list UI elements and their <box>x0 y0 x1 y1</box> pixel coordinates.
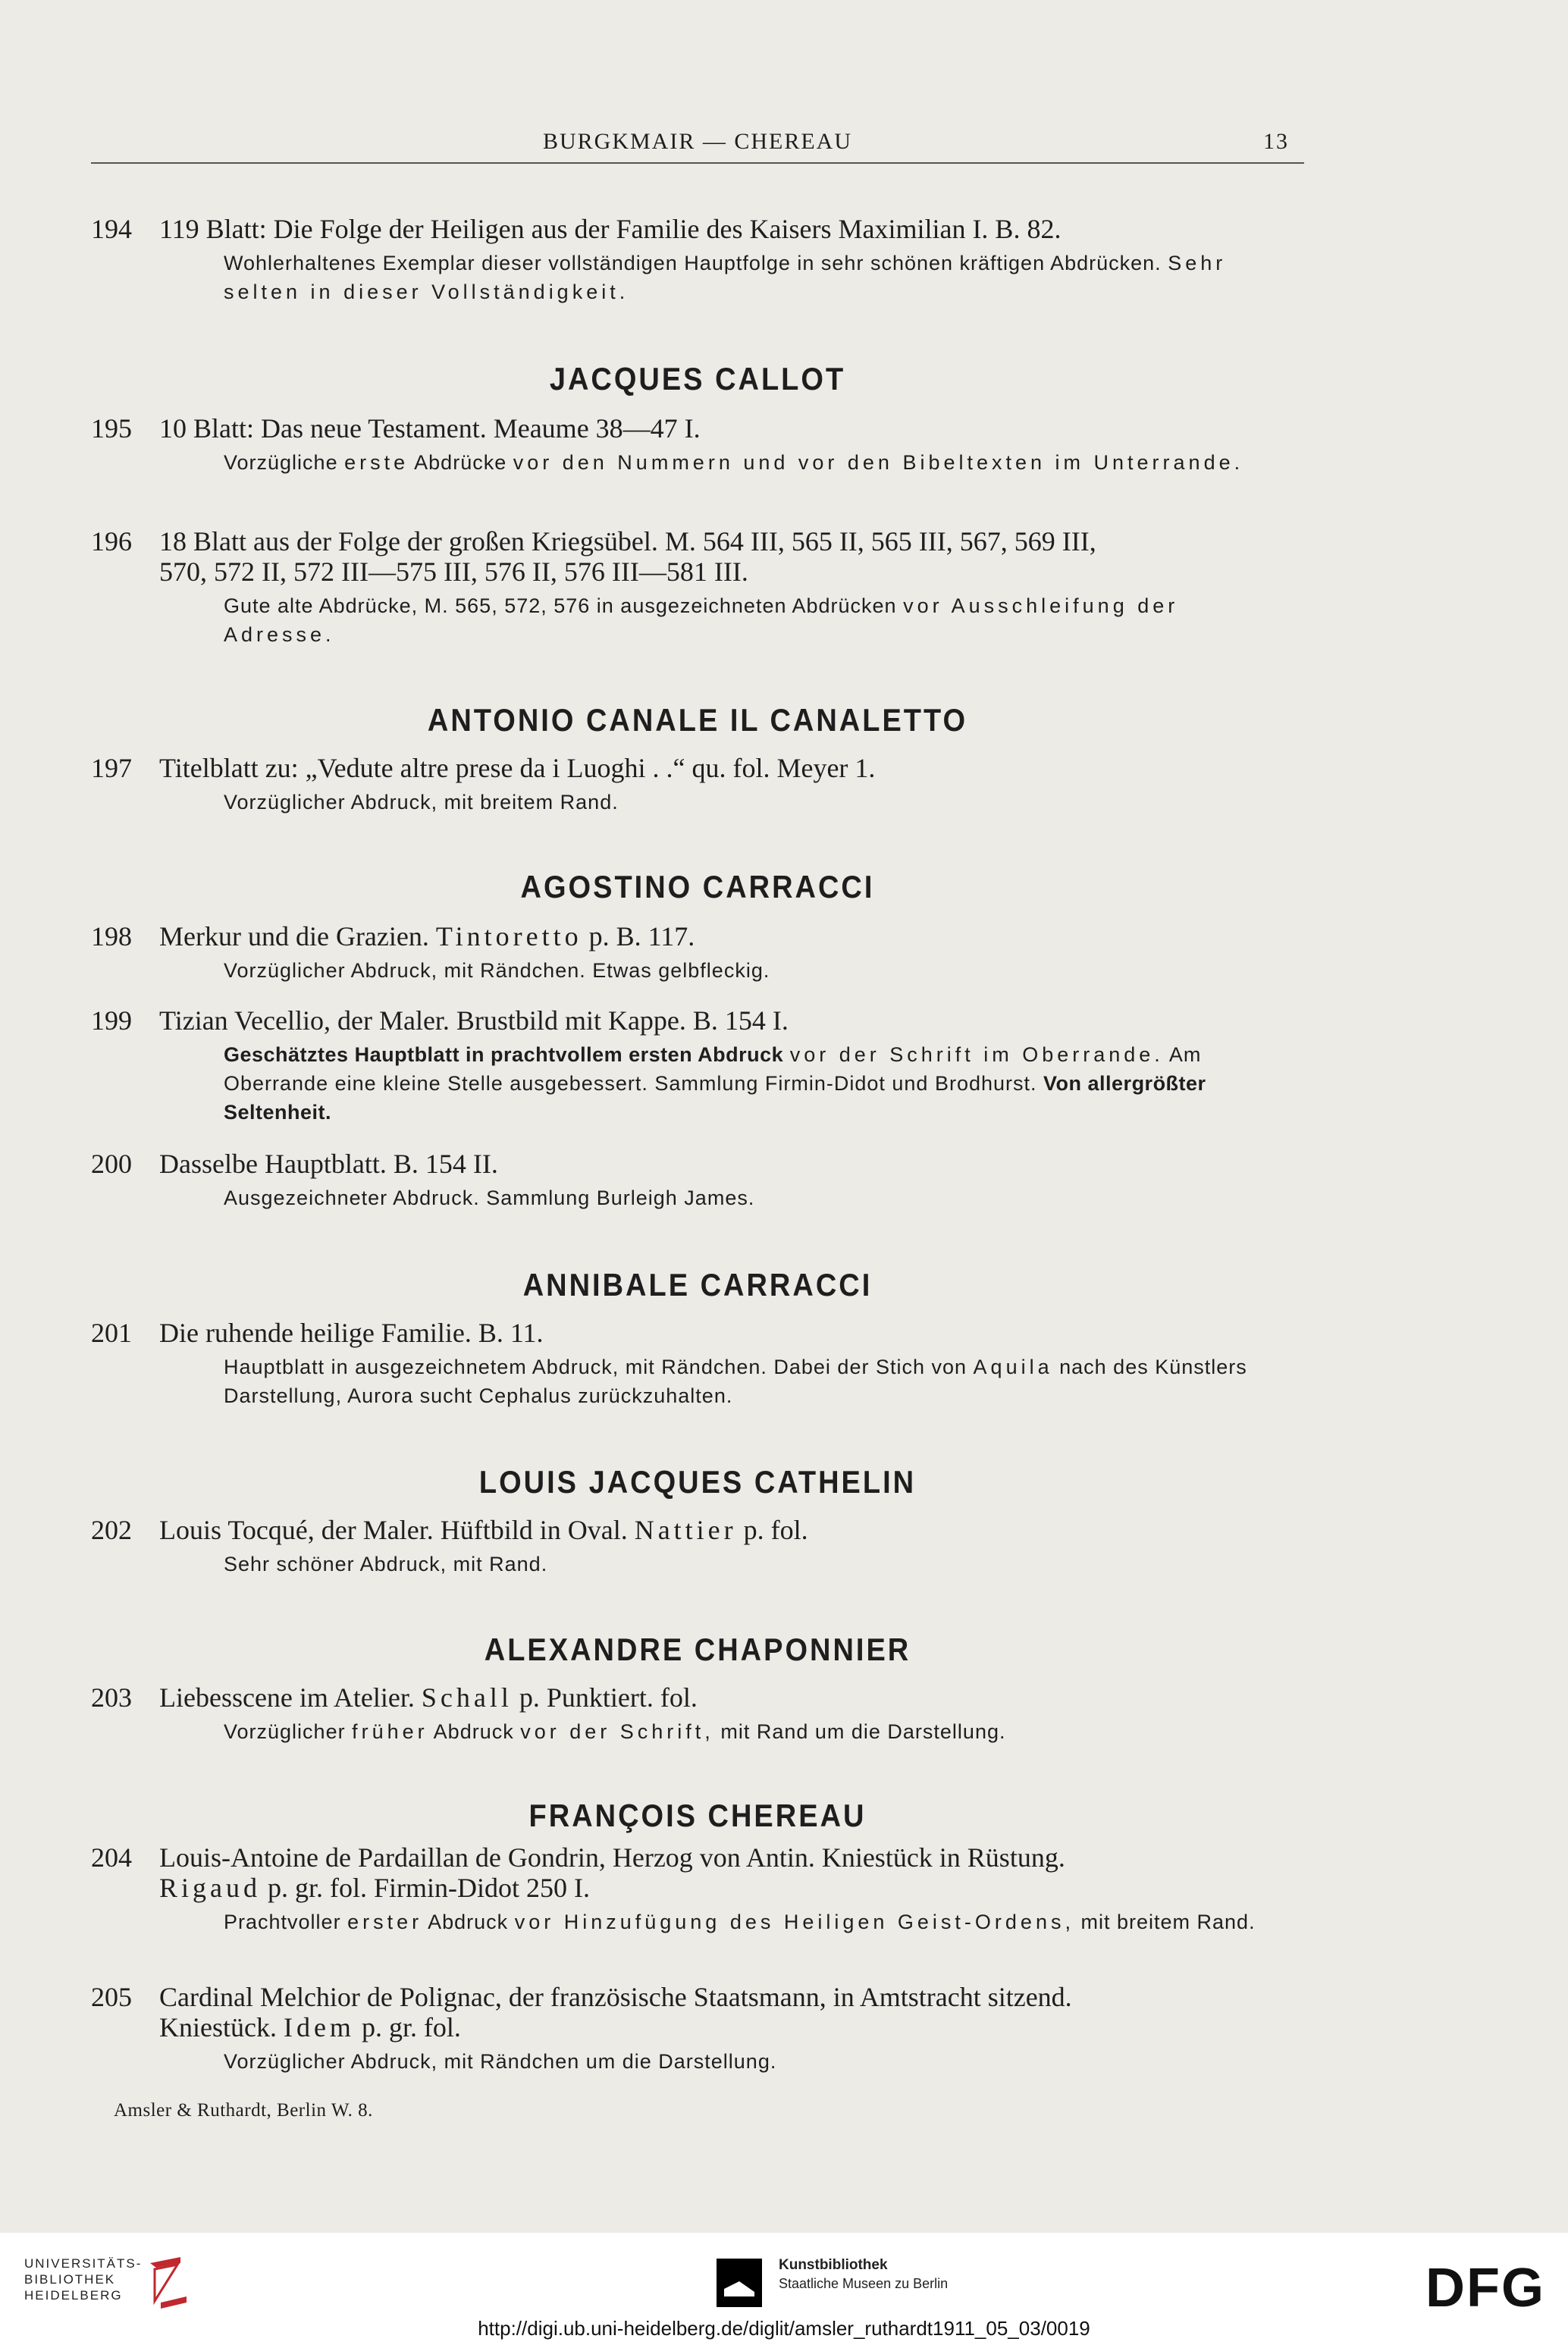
entry-note: Vorzüglicher Abdruck, mit breitem Rand. <box>224 791 619 814</box>
title-text: Liebesscene im Atelier. <box>159 1682 415 1713</box>
artist-heading-agostino-carracci: AGOSTINO CARRACCI <box>520 870 875 906</box>
engraver-name: Idem <box>283 2012 355 2042</box>
engraver-name: Schall <box>421 1682 513 1713</box>
engraver-name: Nattier <box>634 1515 737 1545</box>
note-text: Am Oberrande eine kleine Stelle ausgebessert. Sammlung Firmin-Didot und Brodhurst. <box>224 1043 1202 1095</box>
entry-number: 194 <box>91 214 132 244</box>
entry-number: 205 <box>91 1982 132 2012</box>
kunstbibliothek-subtitle: Staatliche Museen zu Berlin <box>779 2276 949 2291</box>
entry-title: Cardinal Melchior de Polignac, der französische Staatsmann, in Amtstracht sitzend. <box>159 1982 1072 2012</box>
title-text: p. B. 117. <box>588 921 695 951</box>
note-text: nach des Künstlers Darstellung, Aurora sucht Cephalus zurückzuhalten. <box>224 1356 1247 1407</box>
entry-note <box>91 1353 1304 1410</box>
title-text: Louis Tocqué, der Maler. Hüftbild in Oval. <box>159 1515 628 1545</box>
note-text: Abdruck <box>433 1720 514 1743</box>
permalink-url[interactable]: http://digi.ub.uni-heidelberg.de/diglit/amsler_ruthardt1911_05_03/0019 <box>478 2317 1090 2340</box>
heidelberg-library-logo[interactable] <box>24 2256 206 2309</box>
library-name-line: HEIDELBERG <box>24 2288 123 2303</box>
catalog-entry-196 <box>91 526 1304 649</box>
running-head-title: BURGKMAIR — CHEREAU <box>542 129 853 154</box>
heidelberg-mark-icon <box>144 2256 197 2310</box>
engraver-name: Tintoretto <box>435 921 582 951</box>
digitization-footer <box>0 2233 1568 2345</box>
catalog-entry-201 <box>91 1318 1304 1410</box>
title-text: p. Punktiert. fol. <box>519 1682 698 1713</box>
catalog-entry-200 <box>91 1149 1304 1212</box>
note-emphasis: erster <box>347 1911 423 1933</box>
entry-note <box>91 1717 1304 1746</box>
note-emphasis: vor Hinzufügung des Heiligen Geist-Ordens, <box>514 1911 1074 1933</box>
dfg-logo[interactable]: DFG <box>1425 2258 1545 2318</box>
entry-number: 200 <box>91 1149 132 1179</box>
catalog-entry-205 <box>91 1982 1304 2076</box>
kunstbibliothek-text <box>779 2256 948 2293</box>
entry-number: 204 <box>91 1842 132 1873</box>
publisher-imprint: Amsler & Ruthardt, Berlin W. 8. <box>114 2100 373 2121</box>
note-emphasis: früher <box>352 1720 428 1743</box>
entry-number: 196 <box>91 526 132 556</box>
entry-number: 203 <box>91 1682 132 1713</box>
note-text: Wohlerhaltenes Exemplar dieser vollständigen Hauptfolge in sehr schönen kräftigen Abdrücken. <box>224 252 1162 274</box>
library-name-line: BIBLIOTHEK <box>24 2272 116 2287</box>
entry-note <box>91 1908 1304 1936</box>
note-emphasis: vor den Nummern und vor den Bibeltexten im Unterrande. <box>513 451 1244 474</box>
entry-title: Die ruhende heilige Familie. B. 11. <box>159 1318 544 1348</box>
kunstbibliothek-title: Kunstbibliothek <box>779 2257 888 2273</box>
running-head <box>91 129 1304 164</box>
title-text: p. fol. <box>743 1515 808 1545</box>
artist-heading-callot: JACQUES CALLOT <box>549 362 846 398</box>
entry-number: 201 <box>91 1318 132 1348</box>
note-text: Abdruck <box>428 1911 509 1933</box>
note-emphasis: vor der Schrift, <box>520 1720 714 1743</box>
artist-heading-cathelin: LOUIS JACQUES CATHELIN <box>478 1465 917 1501</box>
catalog-entry-198 <box>91 921 1304 985</box>
entry-note: Sehr schöner Abdruck, mit Rand. <box>224 1553 548 1575</box>
entry-title-continued <box>91 2012 1304 2042</box>
entry-title: 119 Blatt: Die Folge der Heiligen aus der Familie des Kaisers Maximilian I. B. 82. <box>159 214 1062 244</box>
note-emphasis: Sehr selten in dieser Vollständigkeit. <box>224 252 1227 303</box>
entry-note <box>91 1040 1304 1127</box>
entry-note <box>91 591 1304 649</box>
title-text: Merkur und die Grazien. <box>159 921 429 951</box>
catalog-entry-197 <box>91 753 1304 817</box>
note-bold: Von allergrößter Seltenheit. <box>224 1072 1206 1124</box>
entry-number: 195 <box>91 413 132 444</box>
note-text: Abdrücke <box>414 451 507 474</box>
entry-title <box>159 1682 1304 1713</box>
entry-title-continued: 570, 572 II, 572 III—575 III, 576 II, 576 III—581 III. <box>159 556 748 587</box>
note-text: mit Rand um die Darstellung. <box>720 1720 1006 1743</box>
entry-number: 197 <box>91 753 132 783</box>
artist-heading-chaponnier: ALEXANDRE CHAPONNIER <box>484 1632 911 1669</box>
note-text: Hauptblatt in ausgezeichnetem Abdruck, mit Rändchen. Dabei der Stich von <box>224 1356 967 1378</box>
entry-number: 198 <box>91 921 132 951</box>
page-number: 13 <box>1263 129 1289 154</box>
note-bold: Geschätztes Hauptblatt in prachtvollem ersten Abdruck <box>224 1043 784 1066</box>
entry-note: Ausgezeichneter Abdruck. Sammlung Burleigh James. <box>224 1187 755 1209</box>
entry-title: Dasselbe Hauptblatt. B. 154 II. <box>159 1149 498 1179</box>
kunstbibliothek-mark-icon <box>717 2259 762 2307</box>
entry-note <box>91 448 1304 477</box>
title-text: p. gr. fol. Firmin-Didot 250 I. <box>268 1873 590 1903</box>
note-emphasis: vor Ausschleifung der Adresse. <box>224 594 1179 646</box>
entry-note: Vorzüglicher Abdruck, mit Rändchen. Etwas gelbfleckig. <box>224 959 770 982</box>
note-text: Vorzügliche <box>224 451 338 474</box>
note-text: Prachtvoller <box>224 1911 341 1933</box>
catalog-entry-202 <box>91 1515 1304 1578</box>
engraver-name: Aquila <box>973 1356 1053 1378</box>
entry-number: 202 <box>91 1515 132 1545</box>
note-text: Vorzüglicher <box>224 1720 346 1743</box>
library-name-line: UNIVERSITÄTS- <box>24 2256 143 2271</box>
catalog-entry-203 <box>91 1682 1304 1746</box>
entry-title <box>159 1515 1304 1545</box>
catalog-entry-204 <box>91 1842 1304 1936</box>
note-emphasis: erste <box>344 451 409 474</box>
entry-title: Titelblatt zu: „Vedute altre prese da i Luoghi . .“ qu. fol. Meyer 1. <box>159 753 876 783</box>
title-text: Kniestück. <box>159 2012 277 2042</box>
artist-heading-chereau: FRANÇOIS CHEREAU <box>528 1798 867 1835</box>
entry-title-continued <box>91 1873 1304 1903</box>
catalog-entry-195 <box>91 413 1304 477</box>
note-text: Gute alte Abdrücke, M. 565, 572, 576 in ausgezeichneten Abdrücken <box>224 594 897 617</box>
title-text: p. gr. fol. <box>361 2012 461 2042</box>
engraver-name: Rigaud <box>159 1873 261 1903</box>
entry-title: Tizian Vecellio, der Maler. Brustbild mit Kappe. B. 154 I. <box>159 1005 789 1036</box>
note-emphasis: vor der Schrift im Oberrande. <box>789 1043 1164 1066</box>
entry-title: 18 Blatt aus der Folge der großen Kriegsübel. M. 564 III, 565 II, 565 III, 567, 569 III, <box>159 526 1096 556</box>
entry-number: 199 <box>91 1005 132 1036</box>
note-text: mit breitem Rand. <box>1080 1911 1256 1933</box>
entry-title: Louis-Antoine de Pardaillan de Gondrin, Herzog von Antin. Kniestück in Rüstung. <box>159 1842 1065 1873</box>
kunstbibliothek-logo[interactable] <box>717 2256 967 2316</box>
artist-heading-canaletto: ANTONIO CANALE IL CANALETTO <box>427 703 968 739</box>
entry-note <box>91 249 1304 306</box>
entry-note: Vorzüglicher Abdruck, mit Rändchen um die Darstellung. <box>224 2050 777 2073</box>
artist-heading-annibale-carracci: ANNIBALE CARRACCI <box>522 1268 873 1304</box>
entry-title <box>159 921 1304 951</box>
catalog-entry-199 <box>91 1005 1304 1127</box>
entry-title: 10 Blatt: Das neue Testament. Meaume 38—47 I. <box>159 413 701 444</box>
catalog-entry-194 <box>91 214 1304 306</box>
